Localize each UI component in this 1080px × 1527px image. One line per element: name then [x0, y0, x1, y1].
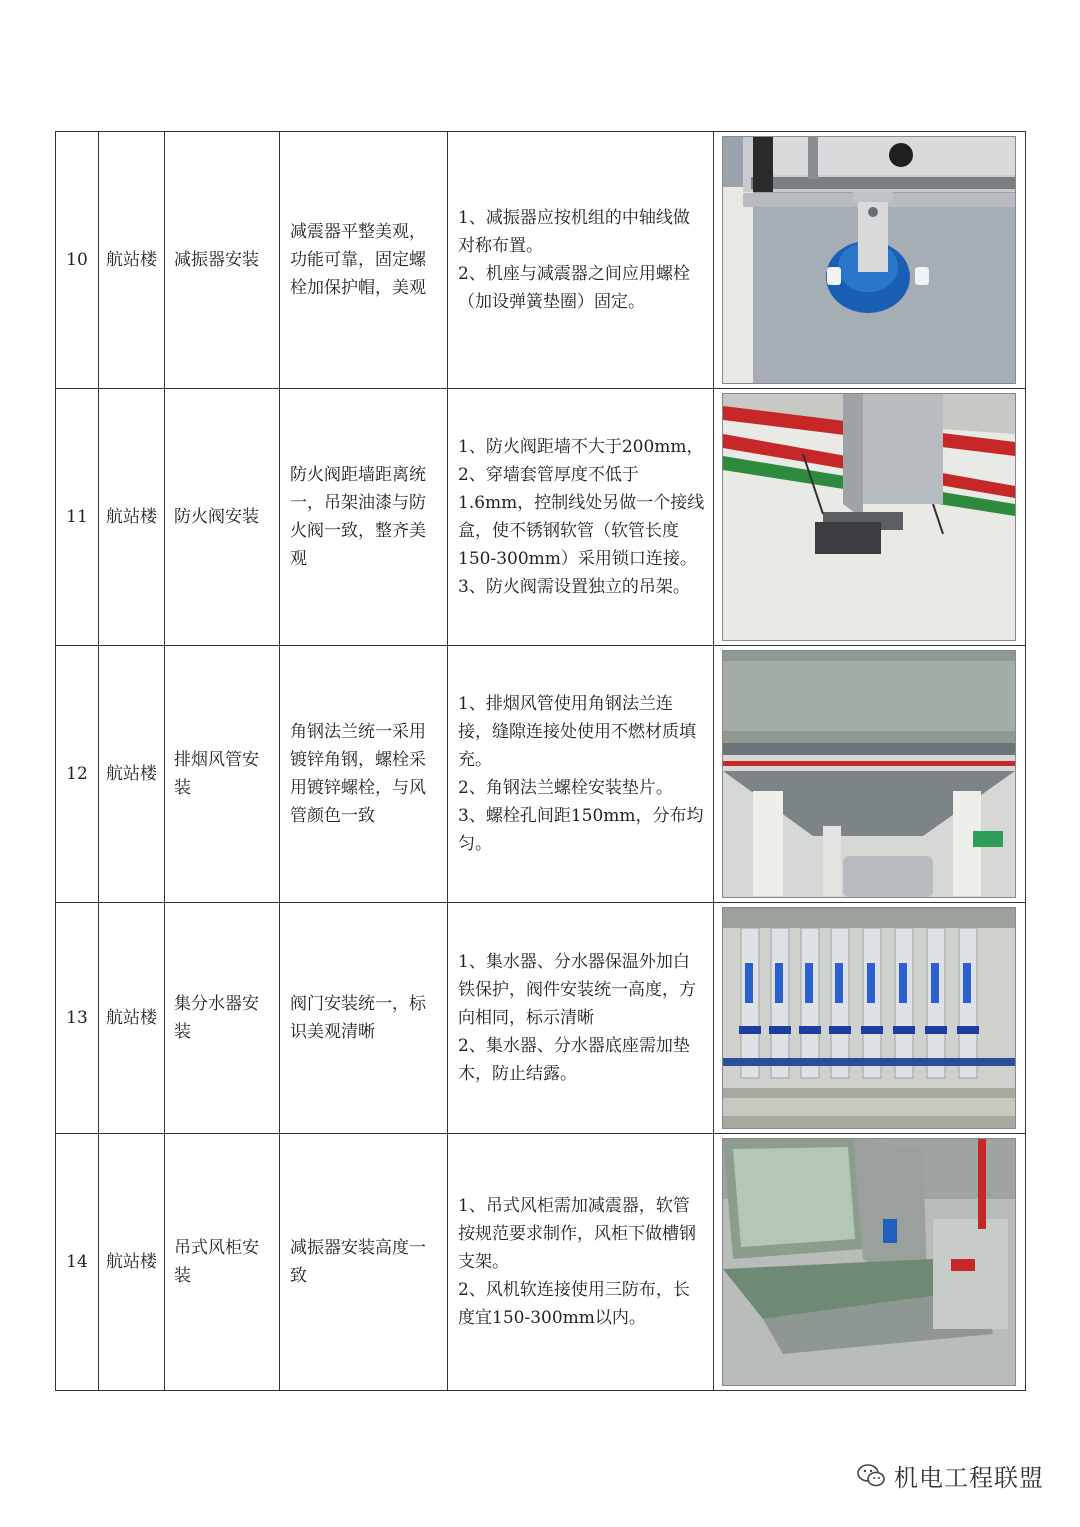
item-name: 减振器安装	[165, 132, 280, 389]
watermark-text: 机电工程联盟	[894, 1464, 1044, 1492]
location: 航站楼	[99, 132, 165, 389]
table-row	[56, 389, 1026, 646]
requirements	[448, 132, 714, 389]
smoke-duct-photo	[722, 650, 1016, 898]
item-name: 吊式风柜安装	[165, 1134, 280, 1391]
air-handler-photo	[722, 1138, 1016, 1386]
fire-damper-photo	[722, 393, 1016, 641]
spec-table	[55, 131, 1026, 1391]
requirement-line: 1、集水器、分水器保温外加白铁保护，阀件安装统一高度，方向相同，标示清晰	[458, 952, 696, 1028]
quality-standard: 阀门安装统一，标识美观清晰	[280, 903, 448, 1134]
item-name: 防火阀安装	[165, 389, 280, 646]
vibration-isolator-photo	[722, 136, 1016, 384]
row-number: 14	[56, 1134, 99, 1391]
row-number: 13	[56, 903, 99, 1134]
location: 航站楼	[99, 389, 165, 646]
photo-cell	[714, 132, 1026, 389]
requirement-line: 2、机座与减震器之间应用螺栓（加设弹簧垫圈）固定。	[458, 264, 690, 312]
wechat-icon	[856, 1463, 886, 1489]
photo-cell	[714, 903, 1026, 1134]
location: 航站楼	[99, 903, 165, 1134]
table-row	[56, 1134, 1026, 1391]
requirements	[448, 646, 714, 903]
requirement-line: 2、角钢法兰螺栓安装垫片。	[458, 778, 673, 798]
requirement-line: 1、吊式风柜需加减震器，软管按规范要求制作，风柜下做槽钢支架。	[458, 1196, 696, 1272]
location: 航站楼	[99, 1134, 165, 1391]
requirement-line: 1、防火阀距墙不大于200mm，	[458, 437, 704, 457]
location: 航站楼	[99, 646, 165, 903]
requirement-line: 1、减振器应按机组的中轴线做对称布置。	[458, 208, 690, 256]
table-row	[56, 903, 1026, 1134]
item-name: 排烟风管安装	[165, 646, 280, 903]
requirement-line: 3、螺栓孔间距150mm，分布均匀。	[458, 806, 704, 854]
requirement-line: 1、排烟风管使用角钢法兰连接，缝隙连接处使用不燃材质填充。	[458, 694, 696, 770]
water-manifold-photo	[722, 907, 1016, 1129]
quality-standard: 减震器平整美观，功能可靠，固定螺栓加保护帽，美观	[280, 132, 448, 389]
requirement-line: 2、集水器、分水器底座需加垫木，防止结露。	[458, 1036, 690, 1084]
table-row	[56, 646, 1026, 903]
requirements	[448, 1134, 714, 1391]
requirements	[448, 903, 714, 1134]
requirements	[448, 389, 714, 646]
row-number: 11	[56, 389, 99, 646]
row-number: 10	[56, 132, 99, 389]
photo-cell	[714, 1134, 1026, 1391]
quality-standard: 角钢法兰统一采用镀锌角钢，螺栓采用镀锌螺栓，与风管颜色一致	[280, 646, 448, 903]
item-name: 集分水器安装	[165, 903, 280, 1134]
photo-cell	[714, 646, 1026, 903]
quality-standard: 防火阀距墙距离统一，吊架油漆与防火阀一致，整齐美观	[280, 389, 448, 646]
quality-standard: 减振器安装高度一致	[280, 1134, 448, 1391]
requirement-line: 2、风机软连接使用三防布，长度宜150-300mm以内。	[458, 1280, 690, 1328]
requirement-line: 2、穿墙套管厚度不低于1.6mm，控制线处另做一个接线盒，使不锈钢软管（软管长度150-300mm）采用锁口连接。	[458, 465, 705, 569]
row-number: 12	[56, 646, 99, 903]
photo-cell	[714, 389, 1026, 646]
watermark	[856, 1458, 1044, 1493]
table-row	[56, 132, 1026, 389]
requirement-line: 3、防火阀需设置独立的吊架。	[458, 577, 690, 597]
